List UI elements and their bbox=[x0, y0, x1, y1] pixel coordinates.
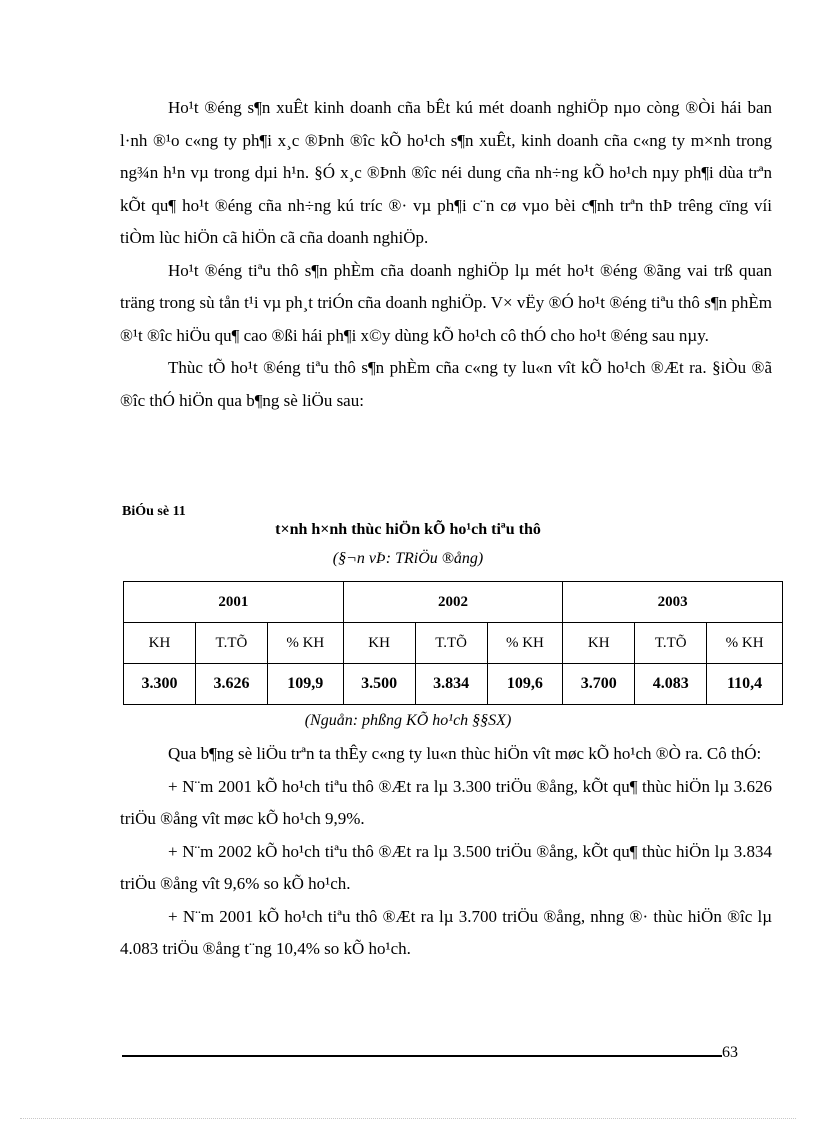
page-bottom-border bbox=[20, 1118, 796, 1119]
column-header: % KH bbox=[707, 623, 783, 664]
year-header: 2001 bbox=[124, 582, 344, 623]
table-year-row bbox=[124, 582, 783, 623]
bullet-2002: + N¨m 2002 kÕ ho¹ch tiªu thô ®Æt ra lµ 3.500 triÖu ®ång, kÕt qu¶ thùc hiÖn lµ 3.834 triÖu ®ång vît 9,6% so kÕ ho¹ch. bbox=[120, 841, 772, 893]
table-source: (Nguån: phßng KÕ ho¹ch §§SX) bbox=[304, 712, 512, 729]
column-header: T.TÕ bbox=[195, 623, 267, 664]
table-cell: 3.700 bbox=[563, 664, 635, 705]
plan-table bbox=[123, 581, 783, 705]
column-header: KH bbox=[343, 623, 415, 664]
column-header: % KH bbox=[267, 623, 343, 664]
paragraph-1: Ho¹t ®éng s¶n xuÊt kinh doanh cña bÊt kú mét doanh nghiÖp nµo còng ®Òi hái ban l·nh ®¹o c«ng ty ph¶i x¸c ®Þnh ®îc kÕ ho¹ch s¶n xuÊt, kinh doanh cña c«ng ty m×nh trong ng¾n h¹n vµ trong dµi h¹n. §Ó x¸c ®Þnh ®îc néi dung cña nh÷ng kÕ ho¹ch nµy ph¶i dùa trªn kÕt qu¶ ho¹t ®éng cña nh÷ng kú tríc ®· vµ ph¶i c¨n cø vµo bèi c¶nh trªn thÞ trêng cïng víi tiÒm lùc hiÖn cã hiÖn cã cña doanh nghiÖp. bbox=[120, 98, 772, 247]
table-subheader-row bbox=[124, 623, 783, 664]
paragraph-3: Thùc tÕ ho¹t ®éng tiªu thô s¶n phÈm cña c«ng ty lu«n vît kÕ ho¹ch ®Æt ra. §iÒu ®ã ®îc thÓ hiÖn qua b¶ng sè liÖu sau: bbox=[120, 358, 772, 410]
table-cell: 4.083 bbox=[635, 664, 707, 705]
table-cell: 109,9 bbox=[267, 664, 343, 705]
table-cell: 3.500 bbox=[343, 664, 415, 705]
column-header: T.TÕ bbox=[415, 623, 487, 664]
table-title: t×nh h×nh thùc hiÖn kÕ ho¹ch tiªu thô bbox=[275, 521, 541, 538]
page-number: 63 bbox=[722, 1044, 738, 1061]
body-text-bottom bbox=[120, 738, 772, 966]
bullet-2001: + N¨m 2001 kÕ ho¹ch tiªu thô ®Æt ra lµ 3.300 triÖu ®ång, kÕt qu¶ thùc hiÖn lµ 3.626 triÖu ®ång vît møc kÕ ho¹ch 9,9%. bbox=[120, 776, 772, 828]
table-unit: (§¬n vÞ: TRiÖu ®ång) bbox=[332, 550, 484, 567]
table-cell: 110,4 bbox=[707, 664, 783, 705]
table-cell: 109,6 bbox=[487, 664, 563, 705]
column-header: T.TÕ bbox=[635, 623, 707, 664]
year-header: 2003 bbox=[563, 582, 783, 623]
column-header: KH bbox=[124, 623, 196, 664]
chart-label: BiÓu sè 11 bbox=[122, 504, 186, 519]
table-cell: 3.834 bbox=[415, 664, 487, 705]
paragraph-4: Qua b¶ng sè liÖu trªn ta thÊy c«ng ty lu«n thùc hiÖn vît møc kÕ ho¹ch ®Ò ra. Cô thÓ: bbox=[168, 744, 762, 763]
column-header: % KH bbox=[487, 623, 563, 664]
paragraph-2: Ho¹t ®éng tiªu thô s¶n phÈm cña doanh nghiÖp lµ mét ho¹t ®éng ®ãng vai trß quan träng trong sù tån t¹i vµ ph¸t triÓn cña doanh nghiÖp. V× vËy ®Ó ho¹t ®éng tiªu thô s¶n phÈm ®¹t ®îc hiÖu qu¶ cao ®ßi hái ph¶i x©y dùng kÕ ho¹ch cô thÓ cho ho¹t ®éng sau nµy. bbox=[120, 260, 772, 345]
table-cell: 3.626 bbox=[195, 664, 267, 705]
footer-rule bbox=[122, 1055, 722, 1057]
table-cell: 3.300 bbox=[124, 664, 196, 705]
body-text-top bbox=[120, 92, 772, 417]
column-header: KH bbox=[563, 623, 635, 664]
year-header: 2002 bbox=[343, 582, 563, 623]
bullet-2003: + N¨m 2001 kÕ ho¹ch tiªu thô ®Æt ra lµ 3.700 triÖu ®ång, nhng ®· thùc hiÖn ®îc lµ 4.083 triÖu ®ång t¨ng 10,4% so kÕ ho¹ch. bbox=[120, 906, 772, 958]
table-row bbox=[124, 664, 783, 705]
